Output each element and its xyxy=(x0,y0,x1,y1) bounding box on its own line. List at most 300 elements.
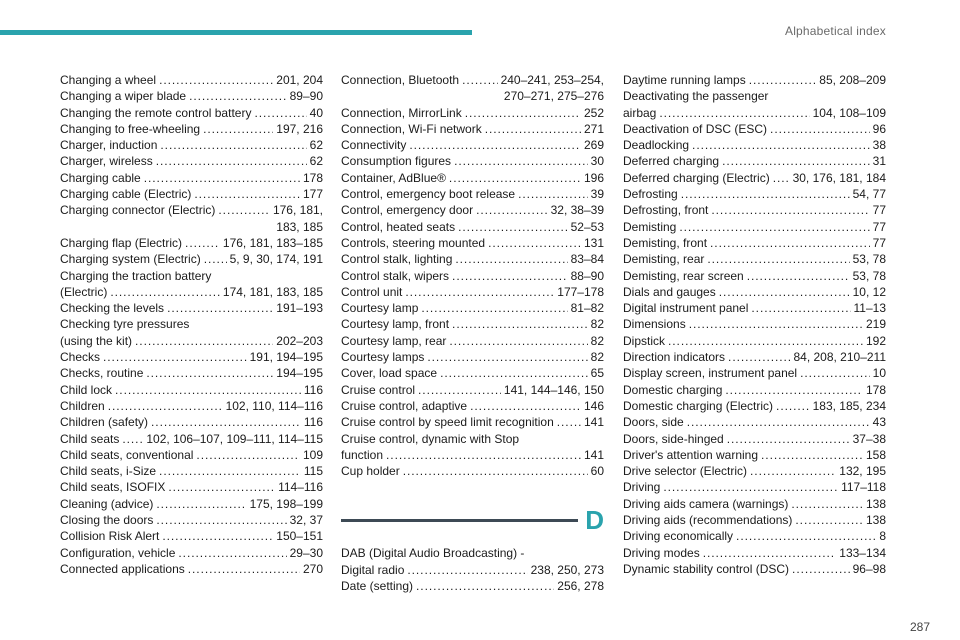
index-entry xyxy=(623,153,886,169)
dot-leader xyxy=(518,186,588,202)
index-entry-term: Control stalk, lighting xyxy=(341,252,453,267)
dot-leader xyxy=(725,382,863,398)
index-entry-pages: 269 xyxy=(583,138,604,153)
dot-leader xyxy=(159,463,301,479)
index-entry-term: Deactivation of DSC (ESC) xyxy=(623,121,768,136)
index-column-1 xyxy=(60,72,323,577)
index-entry-pages: 83–84 xyxy=(570,252,604,267)
dot-leader xyxy=(710,235,870,251)
index-entry xyxy=(60,447,323,463)
index-entry xyxy=(623,463,886,479)
index-entry xyxy=(60,349,323,365)
index-entry xyxy=(341,316,604,332)
index-entry-term: Consumption figures xyxy=(341,154,452,169)
dot-leader xyxy=(218,202,270,218)
index-column-3 xyxy=(623,72,886,577)
index-entry-term: Driving modes xyxy=(623,545,700,560)
index-entry-term: Drive selector (Electric) xyxy=(623,464,748,479)
dot-leader xyxy=(189,88,287,104)
index-entry-pages: 43 xyxy=(872,415,886,430)
index-entry xyxy=(341,545,604,578)
index-entry-pages: 270–271, 275–276 xyxy=(503,89,604,104)
dot-leader xyxy=(458,219,568,235)
dot-leader xyxy=(668,333,863,349)
index-entry-term: Doors, side xyxy=(623,415,684,430)
index-entry-pages: 146 xyxy=(583,398,604,413)
index-entry xyxy=(623,235,886,251)
index-entry xyxy=(60,121,323,137)
index-entry xyxy=(60,414,323,430)
index-entry-pages: 219 xyxy=(865,317,886,332)
index-entry xyxy=(623,447,886,463)
index-entry xyxy=(623,121,886,137)
index-entry-pages: 141 xyxy=(583,415,604,430)
index-entry xyxy=(341,268,604,284)
index-entry-term: Driving aids camera (warnings) xyxy=(623,496,789,511)
index-entry-pages: 39 xyxy=(590,187,604,202)
index-entry-term: Demisting, rear screen xyxy=(623,268,744,283)
index-entry xyxy=(341,251,604,267)
index-entry xyxy=(623,349,886,365)
index-entry-term: Driving xyxy=(623,480,661,495)
dot-leader xyxy=(188,561,300,577)
index-entry-pages: 197, 216 xyxy=(276,121,323,136)
index-entry-pages: 32, 37 xyxy=(289,513,323,528)
index-entry-term: Connection, Wi-Fi network xyxy=(341,121,482,136)
index-entry-term: Doors, side-hinged xyxy=(623,431,724,446)
index-entry-pages: 191, 194–195 xyxy=(249,350,323,365)
index-entry-term: Checks, routine xyxy=(60,366,144,381)
index-entry-term: Charger, wireless xyxy=(60,154,153,169)
dot-leader xyxy=(427,349,587,365)
index-entry-term: Children xyxy=(60,398,105,413)
index-entry-pages: 77 xyxy=(872,203,886,218)
index-entry-pages: 38 xyxy=(872,138,886,153)
index-entry-pages: 10, 12 xyxy=(852,284,886,299)
dot-leader xyxy=(440,365,588,381)
index-entry xyxy=(623,496,886,512)
index-entry-pages: 5, 9, 30, 174, 191 xyxy=(229,252,323,267)
index-entry-term: Deadlocking xyxy=(623,138,690,153)
dot-leader xyxy=(452,316,588,332)
dot-leader xyxy=(747,268,850,284)
index-entry xyxy=(341,382,604,398)
dot-leader xyxy=(162,528,273,544)
dot-leader xyxy=(707,251,849,267)
dot-leader xyxy=(167,300,273,316)
index-entry-term: Charging cable xyxy=(60,170,141,185)
index-entry-pages: 65 xyxy=(590,366,604,381)
index-entry-pages: 88–90 xyxy=(570,268,604,283)
dot-leader xyxy=(122,431,143,447)
dot-leader xyxy=(416,578,554,594)
index-entry xyxy=(623,545,886,561)
index-entry xyxy=(341,235,604,251)
index-entry-term: Digital instrument panel xyxy=(623,301,749,316)
index-entry xyxy=(60,512,323,528)
index-entry-term: Configuration, vehicle xyxy=(60,545,176,560)
index-entry-term: Charging flap (Electric) xyxy=(60,235,183,250)
index-entry-pages: 40 xyxy=(309,105,323,120)
index-entry-pages: 77 xyxy=(872,219,886,234)
index-entry-pages: 89–90 xyxy=(289,89,323,104)
index-entry-term: Children (safety) xyxy=(60,415,149,430)
index-entry xyxy=(341,349,604,365)
index-entry-term: Child seats xyxy=(60,431,120,446)
dot-leader xyxy=(770,121,870,137)
index-entry-term: Daytime running lamps xyxy=(623,73,746,87)
index-entry-term: Demisting, rear xyxy=(623,252,705,267)
dot-leader xyxy=(800,365,870,381)
dot-leader xyxy=(455,251,567,267)
index-entry xyxy=(60,496,323,512)
dot-leader xyxy=(156,153,307,169)
index-entry-pages: 141, 144–146, 150 xyxy=(503,382,604,397)
index-entry-term: Connectivity xyxy=(341,138,407,153)
index-entry-term: Driver's attention warning xyxy=(623,447,759,462)
dot-leader xyxy=(465,105,581,121)
section-header xyxy=(341,505,604,535)
dot-leader xyxy=(407,562,527,578)
index-entry-term: Changing a wheel xyxy=(60,73,157,87)
index-entry-pages: 60 xyxy=(590,464,604,479)
index-entry-term: Changing to free-wheeling xyxy=(60,121,201,136)
index-entry-pages: 178 xyxy=(865,382,886,397)
index-entry-pages: 82 xyxy=(590,333,604,348)
index-entry-term: Courtesy lamps xyxy=(341,350,425,365)
index-entry-pages: 30 xyxy=(590,154,604,169)
page-number: 287 xyxy=(909,620,930,634)
index-entry-term: Connection, MirrorLink xyxy=(341,105,462,120)
index-entry-term: Child seats, ISOFIX xyxy=(60,480,166,495)
dot-leader xyxy=(156,512,286,528)
index-entry-pages: 177–178 xyxy=(557,284,604,299)
index-entry-term: Driving economically xyxy=(623,529,734,544)
index-entry-term: Charging connector (Electric) xyxy=(60,203,216,218)
index-entry-term: Child lock xyxy=(60,382,113,397)
dot-leader xyxy=(711,202,869,218)
index-entry xyxy=(341,170,604,186)
index-entry-pages: 131 xyxy=(583,235,604,250)
index-entry xyxy=(60,316,323,349)
index-entry-term: Charging cable (Electric) xyxy=(60,187,192,202)
index-entry-term: (using the kit) xyxy=(60,333,133,348)
index-entry xyxy=(623,170,886,186)
index-entry xyxy=(623,202,886,218)
index-entry-pages: 183, 185 xyxy=(276,219,323,234)
index-entry-pages: 102, 110, 114–116 xyxy=(225,398,323,413)
section-divider xyxy=(341,519,578,522)
index-entry xyxy=(341,398,604,414)
index-entry-pages: 29–30 xyxy=(289,545,323,560)
index-entry xyxy=(60,382,323,398)
index-entry-pages: 138 xyxy=(865,513,886,528)
index-entry-pages: 240–241, 253–254, xyxy=(500,73,604,87)
header-accent-bar xyxy=(0,30,472,35)
index-entry-pages: 202–203 xyxy=(276,333,323,348)
index-entry-pages: 32, 38–39 xyxy=(550,203,604,218)
index-entry-term: Demisting xyxy=(623,219,677,234)
index-entry xyxy=(623,479,886,495)
index-entry xyxy=(623,398,886,414)
dot-leader xyxy=(791,496,863,512)
index-entry-pages: 10 xyxy=(872,366,886,381)
index-entry-pages: 102, 106–107, 109–111, 114–115 xyxy=(146,431,323,446)
index-entry-pages: 178 xyxy=(302,170,323,185)
index-entry-pages: 252 xyxy=(583,105,604,120)
index-entry-term: Dimensions xyxy=(623,317,686,332)
index-entry-pages: 82 xyxy=(590,317,604,332)
dot-leader xyxy=(110,284,220,300)
index-entry-term: Changing a wiper blade xyxy=(60,89,187,104)
dot-leader xyxy=(418,382,501,398)
index-entry-pages: 115 xyxy=(303,464,323,479)
index-entry-term: Connected applications xyxy=(60,561,185,576)
index-entry-pages: 201, 204 xyxy=(276,73,323,87)
index-entry-pages: 133–134 xyxy=(839,545,886,560)
index-entry-term: Deferred charging (Electric) xyxy=(623,170,770,185)
index-entry xyxy=(60,268,323,301)
index-entry xyxy=(341,333,604,349)
index-entry xyxy=(60,72,323,88)
index-entry-term: DAB (Digital Audio Broadcasting) - xyxy=(341,546,525,561)
dot-leader xyxy=(409,137,581,153)
dot-leader xyxy=(792,561,850,577)
index-entry-pages: 196 xyxy=(583,170,604,185)
dot-leader xyxy=(254,105,306,121)
index-entry xyxy=(341,365,604,381)
dot-leader xyxy=(449,170,581,186)
index-entry xyxy=(60,561,323,577)
dot-leader xyxy=(728,349,790,365)
dot-leader xyxy=(103,349,247,365)
section-letter: D xyxy=(585,505,604,536)
index-entry xyxy=(60,153,323,169)
index-entry xyxy=(623,186,886,202)
index-entry-pages: 96 xyxy=(872,121,886,136)
index-entry-term: Domestic charging xyxy=(623,382,723,397)
dot-leader xyxy=(194,186,300,202)
index-entry xyxy=(60,137,323,153)
index-entry-term: Digital radio xyxy=(341,562,405,577)
index-entry xyxy=(623,431,886,447)
index-entry xyxy=(341,463,604,479)
dot-leader xyxy=(476,202,548,218)
index-entry-term: Child seats, i-Size xyxy=(60,464,157,479)
index-entry-pages: 116 xyxy=(303,415,323,430)
index-entry xyxy=(341,72,604,105)
index-entry-pages: 84, 208, 210–211 xyxy=(793,350,886,365)
index-entry-term: Cup holder xyxy=(341,464,400,479)
index-entry-term: Control, heated seats xyxy=(341,219,456,234)
index-entry-pages: 81–82 xyxy=(570,301,604,316)
index-entry-pages: 54, 77 xyxy=(852,187,886,202)
index-entry-term: Courtesy lamp, front xyxy=(341,317,450,332)
index-entry-pages: 191–193 xyxy=(276,301,323,316)
index-entry-pages: 183, 185, 234 xyxy=(812,398,886,413)
index-entry xyxy=(60,545,323,561)
index-entry xyxy=(341,300,604,316)
index-entry-term: Child seats, conventional xyxy=(60,447,194,462)
index-entry-pages: 53, 78 xyxy=(852,252,886,267)
index-entry-term: Charging system (Electric) xyxy=(60,252,201,267)
index-entry-term: Dynamic stability control (DSC) xyxy=(623,561,790,576)
index-entry xyxy=(623,300,886,316)
index-entry-pages: 62 xyxy=(309,138,323,153)
dot-leader xyxy=(449,333,587,349)
index-entry-term: Direction indicators xyxy=(623,350,726,365)
index-entry xyxy=(623,382,886,398)
dot-leader xyxy=(557,414,581,430)
index-entry-term: Demisting, front xyxy=(623,235,708,250)
index-entry-term: Domestic charging (Electric) xyxy=(623,398,774,413)
index-column-2 xyxy=(341,72,604,594)
index-entry-term: Connection, Bluetooth xyxy=(341,73,460,87)
dot-leader xyxy=(160,137,306,153)
index-entry-pages: 114–116 xyxy=(278,480,323,495)
index-entry xyxy=(60,463,323,479)
dot-leader xyxy=(679,219,869,235)
index-entry-term: Cruise control xyxy=(341,382,416,397)
index-entry-term: Display screen, instrument panel xyxy=(623,366,798,381)
index-entry xyxy=(341,105,604,121)
index-entry xyxy=(623,316,886,332)
index-entry-term: Cover, load space xyxy=(341,366,438,381)
dot-leader xyxy=(795,512,863,528)
index-entry-term: Courtesy lamp xyxy=(341,301,419,316)
index-entry xyxy=(341,219,604,235)
index-entry-pages: 174, 181, 183, 185 xyxy=(222,284,323,299)
index-entry-term: Collision Risk Alert xyxy=(60,529,160,544)
index-entry-term: Cruise control, adaptive xyxy=(341,398,468,413)
dot-leader xyxy=(663,479,838,495)
dot-leader xyxy=(156,496,246,512)
index-entry-pages: 96–98 xyxy=(852,561,886,576)
index-entry xyxy=(60,365,323,381)
index-entry xyxy=(623,528,886,544)
index-entry xyxy=(623,561,886,577)
index-entry-term: Defrosting xyxy=(623,187,678,202)
index-entry-term: (Electric) xyxy=(60,284,108,299)
index-entry xyxy=(623,88,886,121)
index-entry-pages: 138 xyxy=(865,496,886,511)
index-entry-pages: 117–118 xyxy=(841,480,886,495)
index-entry-pages: 141 xyxy=(583,447,604,462)
dot-leader xyxy=(452,268,568,284)
index-entry-term: Checks xyxy=(60,350,101,365)
index-entry xyxy=(60,528,323,544)
index-entry xyxy=(60,431,323,447)
dot-leader xyxy=(462,72,497,88)
index-entry-pages: 109 xyxy=(302,447,323,462)
index-entry-pages: 271 xyxy=(583,121,604,136)
index-entry xyxy=(341,153,604,169)
index-entry-term: Changing the remote control battery xyxy=(60,105,252,120)
dot-leader xyxy=(178,545,286,561)
index-entry xyxy=(623,137,886,153)
dot-leader xyxy=(773,170,790,186)
index-entry-pages: 177 xyxy=(302,187,323,202)
dot-leader xyxy=(687,414,870,430)
index-entry-pages: 11–13 xyxy=(853,301,886,316)
index-entry-term: Defrosting, front xyxy=(623,203,709,218)
index-entry-term: airbag xyxy=(623,105,657,120)
index-entry-pages: 192 xyxy=(865,333,886,348)
dot-leader xyxy=(659,105,809,121)
dot-leader xyxy=(454,153,588,169)
index-entry-pages: 8 xyxy=(879,529,886,544)
dot-leader xyxy=(146,365,273,381)
index-entry-term: Cruise control, dynamic with Stop xyxy=(341,431,520,446)
dot-leader xyxy=(421,300,567,316)
index-entry xyxy=(623,333,886,349)
index-entry xyxy=(341,414,604,430)
index-entry-term: Driving aids (recommendations) xyxy=(623,513,793,528)
dot-leader xyxy=(751,300,850,316)
index-entry-term: Courtesy lamp, rear xyxy=(341,333,447,348)
dot-leader xyxy=(761,447,863,463)
index-entry xyxy=(623,512,886,528)
index-entry xyxy=(623,268,886,284)
dot-leader xyxy=(776,398,810,414)
index-entry-pages: 104, 108–109 xyxy=(812,105,886,120)
index-entry-term: Deferred charging xyxy=(623,154,720,169)
dot-leader xyxy=(689,316,863,332)
index-entry-term: Checking the levels xyxy=(60,301,165,316)
index-entry xyxy=(623,414,886,430)
index-entry-term: Checking tyre pressures xyxy=(60,317,190,332)
index-entry-pages: 194–195 xyxy=(276,366,323,381)
index-entry-pages: 82 xyxy=(590,350,604,365)
index-entry xyxy=(341,186,604,202)
index-entry-term: Charger, induction xyxy=(60,138,158,153)
dot-leader xyxy=(749,72,817,88)
index-entry-term: Closing the doors xyxy=(60,513,154,528)
index-entry-term: Control, emergency door xyxy=(341,203,474,218)
index-entry-pages: 85, 208–209 xyxy=(819,73,886,87)
index-entry-pages: 116 xyxy=(303,382,323,397)
dot-leader xyxy=(151,414,301,430)
index-entry-term: Dipstick xyxy=(623,333,666,348)
dot-leader xyxy=(750,463,836,479)
dot-leader xyxy=(159,72,273,88)
dot-leader xyxy=(681,186,850,202)
index-entry xyxy=(60,479,323,495)
dot-leader xyxy=(168,479,275,495)
index-entry xyxy=(60,170,323,186)
index-section-d xyxy=(341,505,604,594)
index-entry xyxy=(60,300,323,316)
dot-leader xyxy=(135,333,273,349)
index-entry xyxy=(341,121,604,137)
index-entry-pages: 30, 176, 181, 184 xyxy=(792,170,886,185)
index-entry xyxy=(60,251,323,267)
dot-leader xyxy=(403,463,588,479)
index-entry xyxy=(60,398,323,414)
index-entry xyxy=(60,105,323,121)
index-entry xyxy=(623,72,886,88)
index-entry xyxy=(341,202,604,218)
index-entry-term: Control, emergency boot release xyxy=(341,187,516,202)
dot-leader xyxy=(405,284,554,300)
index-entry xyxy=(341,431,604,464)
dot-leader xyxy=(144,170,300,186)
index-entry-term: Date (setting) xyxy=(341,579,414,594)
dot-leader xyxy=(203,121,273,137)
index-entry xyxy=(341,578,604,594)
index-entry-term: Charging the traction battery xyxy=(60,268,212,283)
index-entry-term: Container, AdBlue® xyxy=(341,170,446,185)
